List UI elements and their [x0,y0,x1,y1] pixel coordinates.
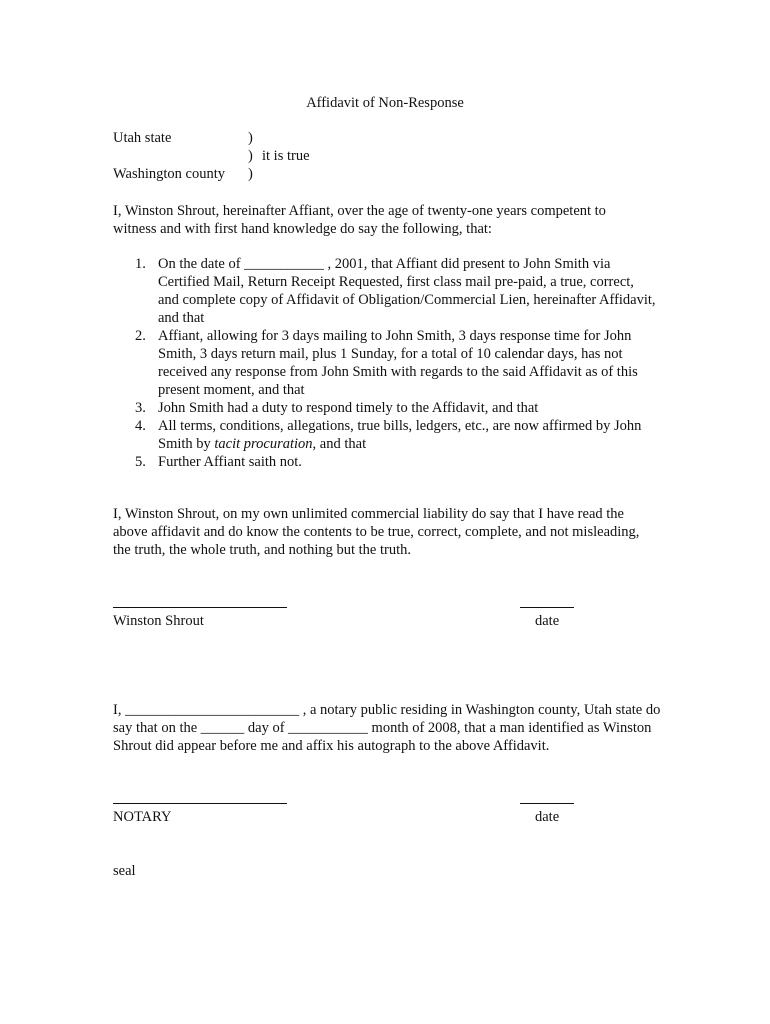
list-item [113,417,658,453]
affiant-signature-line [113,607,287,608]
venue-state: Utah state [113,130,172,146]
list-item [113,255,658,327]
notary-name: NOTARY [113,809,172,825]
venue-paren: ) [248,166,253,182]
venue-paren: ) [248,130,253,146]
list-item [113,453,658,471]
notary-signature-line [113,803,287,804]
affiant-date-label: date [535,613,560,629]
notary-paragraph: I, ________________________ , a notary public residing in Washington county, Utah state do say that on the ______ day of ___________ month of 2008, that a man identified as Winston Shrout did appear before me and affix his autograph to the above Affidavit. [113,702,661,754]
item-text-part: , and that [312,436,367,452]
item-number: 2. [135,328,146,344]
item-text-part: All terms, conditions, allegations, true bills, ledgers, etc., are now affirmed by John Smith by [158,418,642,452]
item-number: 3. [135,400,146,416]
venue-county: Washington county [113,166,225,182]
notary-date-line [520,803,574,804]
item-number: 4. [135,418,146,434]
venue-row-3 [113,165,513,183]
item-text [158,418,641,452]
item-number: 5. [135,454,146,470]
oath-paragraph: I, Winston Shrout, on my own unlimited commercial liability do say that I have read the above affidavit and do know the contents to be true, correct, complete, and not misleading, the truth, the whole truth, and nothing but the truth. [113,506,640,558]
affiant-name: Winston Shrout [113,613,204,629]
venue-row-2 [113,147,513,165]
item-text: Further Affiant saith not. [158,454,302,470]
affidavit-items [113,255,658,471]
list-item [113,327,658,399]
document-title: Affidavit of Non-Response [306,95,464,111]
item-text: Affiant, allowing for 3 days mailing to John Smith, 3 days response time for John Smith, 3 days return mail, plus 1 Sunday, for a total of 10 calendar days, has not received any response from John Smith with regards to the said Affidavit as of this present moment, and that [158,328,638,398]
list-item [113,399,658,417]
venue-block [113,129,513,183]
item-text: John Smith had a duty to respond timely to the Affidavit, and that [158,400,539,416]
venue-row-1 [113,129,513,147]
venue-paren: ) [248,148,253,164]
notary-date-label: date [535,809,560,825]
item-text-italic: tacit procuration [214,436,313,452]
seal-label: seal [113,863,136,879]
item-number: 1. [135,256,146,272]
intro-paragraph: I, Winston Shrout, hereinafter Affiant, over the age of twenty-one years competent to witness and with first hand knowledge do say the following, that: [113,203,606,237]
item-text: On the date of ___________ , 2001, that Affiant did present to John Smith via Certified Mail, Return Receipt Requested, first class mail pre-paid, a true, correct, and complete copy of Affidavit of Obligation/Commercial Lien, hereinafter Affidavit, and that [158,256,656,326]
affiant-date-line [520,607,574,608]
venue-statement: it is true [262,148,310,164]
